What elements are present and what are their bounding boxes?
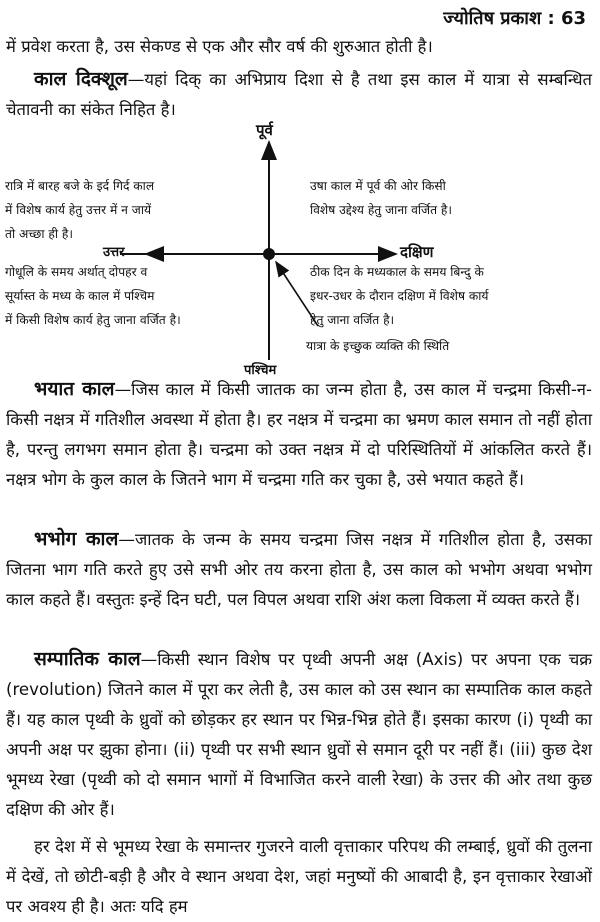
direction-diagram: [0, 120, 600, 378]
position-dot: [263, 248, 275, 260]
bhabhog-term: भभोग काल: [34, 528, 119, 550]
bhabhog-text: —जातक के जन्म के समय चन्द्रमा जिस नक्षत्र में गतिशील होता है, उसका जितना भाग गति करते हुए उसे सभी ओर तय करना होता है, उस काल को भभोग अथवा भभोग काल कहते हैं। वस्तुतः इन्हें दिन घटी, पल विपल अथवा राशि अंश कला विकला में व्यक्त करते हैं।: [6, 530, 593, 609]
sampatik-text: —किसी स्थान विशेष पर पृथ्वी अपनी अक्ष (Axis) पर अपना एक चक्र (revolution) जितने काल में पूरा कर लेती है, उस काल को उस स्थान का सम्पातिक काल कहते हैं। यह काल पृथ्वी के ध्रुवों को छोड़कर हर स्थान पर भिन्न-भिन्न होते हैं। इसका कारण (i) पृथ्वी का अपनी अक्ष पर झुका होना। (ii) पृथ्वी पर सभी स्थान ध्रुवों से समान दूरी पर नहीं हैं। (iii) कुछ देश भूमध्य रेखा (पृथ्वी को दो समान भागों में विभाजित करने वाली रेखा) के उत्तर की ओर तथा कुछ दक्षिण की ओर हैं।: [6, 650, 592, 819]
page-header: ज्योतिष प्रकाश : 63: [443, 8, 586, 29]
kaal-dikshul-term: काल दिक्शूल: [34, 68, 128, 90]
bhayat-text: —जिस काल में किसी जातक का जन्म होता है, उस काल में चन्द्रमा किसी-न-किसी नक्षत्र में गतिशील अवस्था में होता है। हर नक्षत्र में चन्द्रमा का भ्रमण काल समान तो नहीं होता है, परन्तु लगभग समान होता है। चन्द्रमा को उक्त नक्षत्र में दो परिस्थितियों में आंकलित करते हैं। नक्षत्र भोग के कुल काल के जितने भाग में चन्द्रमा गति कर चुका है, उसे भयात कहते हैं।: [6, 380, 593, 489]
kaal-dikshul-text: —यहां दिक् का अभिप्राय दिशा से है तथा इस काल में यात्रा से सम्बन्धित चेतावनी का संकेत निहित है।: [6, 70, 592, 119]
note-bottom-left: गोधूलि के समय अर्थात् दोपहर व सूर्यास्त के मध्य के काल में पश्चिम में किसी विशेष कार्य हेतु जाना वर्जित है।: [5, 265, 181, 327]
south-label: पश्चिम: [244, 363, 277, 378]
kaal-dikshul-paragraph: [6, 64, 592, 125]
bhayat-paragraph: [6, 374, 592, 495]
sampatik-term: सम्पातिक काल: [34, 648, 141, 670]
intro-line: में प्रवेश करता है, उस सेकण्ड से एक और सौर वर्ष की शुरुआत होती है।: [6, 37, 433, 56]
pointer-label: यात्रा के इच्छुक व्यक्ति की स्थिति: [306, 339, 450, 353]
east-label: दक्षिण: [400, 243, 434, 261]
north-label: पूर्व: [256, 121, 273, 139]
bhabhog-paragraph: [6, 524, 592, 615]
west-label: उत्तर: [103, 245, 125, 260]
note-bottom-right: ठीक दिन के मध्यकाल के समय बिन्दु के इधर-उधर के दौरान दक्षिण में विशेष कार्य हेतु जाना वर्जित है।: [310, 265, 489, 327]
note-top-right: उषा काल में पूर्व की ओर किसी विशेष उद्देश्य हेतु जाना वर्जित है।: [310, 179, 453, 217]
note-top-left: रात्रि में बारह बजे के इर्द गिर्द काल में विशेष कार्य हेतु उत्तर में न जायें तो अच्छा ही है।: [5, 179, 155, 241]
sampatik-paragraph: [6, 644, 592, 825]
last-paragraph: हर देश में से भूमध्य रेखा के समान्तर गुजरने वाली वृत्ताकार परिपथ की लम्बाई, ध्रुवों की तुलना में देखें, तो छोटी-बड़ी है और वे स्थान अथवा देश, जहां मनुष्यों की आबादी है, इन वृत्ताकार रेखाओं पर अवश्य ही है। अतः यदि हम: [6, 837, 592, 916]
bhayat-term: भयात काल: [34, 378, 115, 400]
